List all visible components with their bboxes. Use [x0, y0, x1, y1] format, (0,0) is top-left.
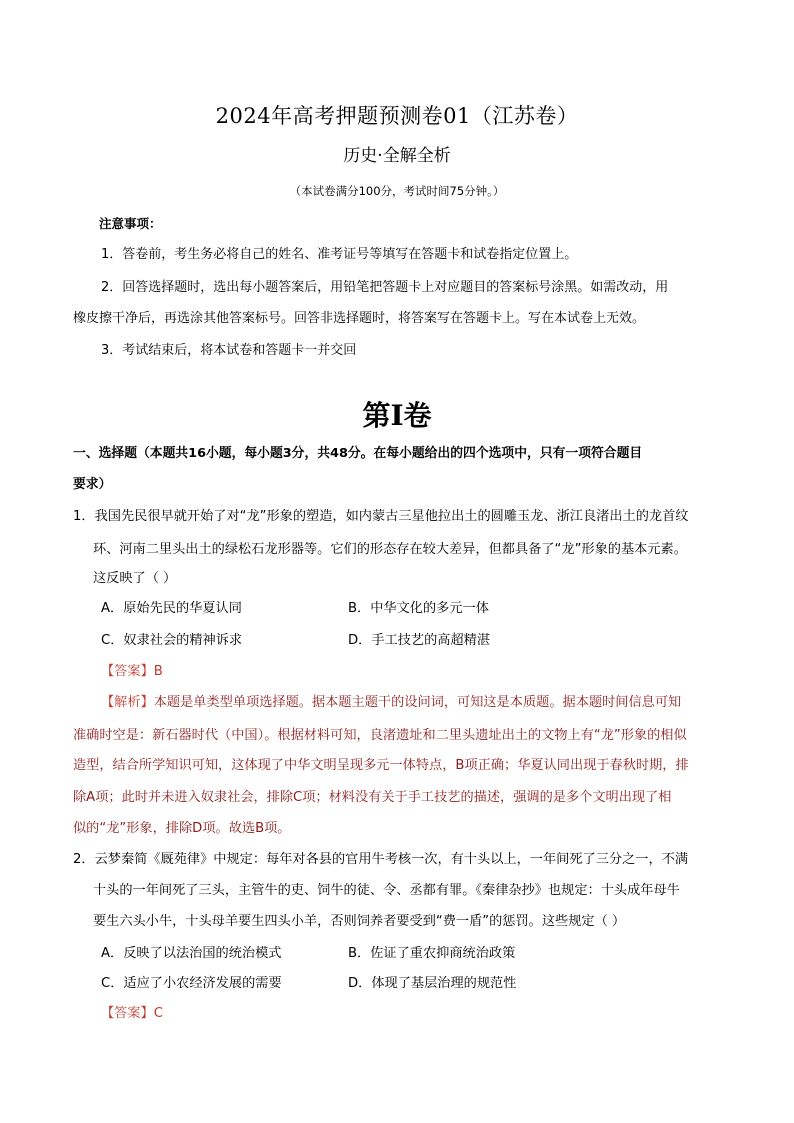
section-heading-cont: 要求） [73, 477, 112, 492]
q1-stem-line: 这反映了（ ） [93, 571, 177, 586]
q2-option-d: D．体现了基层治理的规范性 [348, 976, 517, 991]
notice-heading: 注意事项： [99, 216, 162, 231]
answer-value: B [153, 664, 163, 679]
q1-analysis-line: 除A项；此时并未进入奴隶社会，排除C项；材料没有关于手工技艺的描述，强调的是多个文明出现了相 [73, 790, 672, 805]
notice-item-2: 2．回答选择题时，选出每小题答案后，用铅笔把答题卡上对应题目的答案标号涂黑。如需改动，用 [101, 280, 669, 295]
q1-analysis-line: 似的“龙”形象，排除D项。故选B项。 [73, 821, 291, 836]
volume-heading: 第I卷 [362, 399, 432, 432]
q1-stem-line: 1．我国先民很早就开始了对“龙”形象的塑造，如内蒙古三星他拉出土的圆雕玉龙、浙江良渚出土的龙首纹 [73, 509, 689, 524]
q1-option-a: A．原始先民的华夏认同 [101, 601, 242, 616]
page-subtitle: 历史·全解全析 [343, 146, 451, 166]
q2-option-a: A．反映了以法治国的统治模式 [101, 946, 282, 961]
q1-analysis-line: 造型，结合所学知识可知，这体现了中华文明呈现多元一体特点，B项正确；华夏认同出现于春秋时期，排 [73, 758, 689, 773]
q2-stem-line: 要生六头小牛，十头母羊要生四头小羊，否则饲养者要受到“费一盾”的惩罚。这些规定（ ） [93, 914, 626, 929]
q1-stem-line: 环、河南二里头出土的绿松石龙形器等。它们的形态存在较大差异，但都具备了“龙”形象的基本元素。 [93, 542, 687, 557]
q1-option-d: D．手工技艺的高超精湛 [348, 633, 491, 648]
notice-item-1: 1．答卷前，考生务必将自己的姓名、准考证号等填写在答题卡和试卷指定位置上。 [101, 247, 578, 262]
q2-stem-line: 十头的一年间死了三头，主管牛的吏、饲牛的徒、令、丞都有罪。《秦律杂抄》也规定：十头成年母牛 [93, 883, 680, 898]
q1-answer [101, 661, 163, 683]
q2-answer [101, 1003, 163, 1025]
section-heading: 一、选择题（本题共16小题，每小题3分，共48分。在每小题给出的四个选项中，只有一项符合题目 [73, 446, 643, 461]
score-note: （本试卷满分100分，考试时间75分钟。） [289, 184, 505, 198]
q2-stem-line: 2．云梦秦简《厩苑律》中规定：每年对各县的官用牛考核一次，有十头以上，一年间死了三分之一，不满 [73, 852, 689, 867]
notice-item-3: 3．考试结束后，将本试卷和答题卡一并交回 [101, 343, 357, 358]
q1-analysis-line [101, 692, 681, 714]
q2-option-b: B．佐证了重农抑商统治政策 [348, 946, 516, 961]
analysis-tag: 【解析】 [101, 695, 154, 710]
q2-option-c: C．适应了小农经济发展的需要 [101, 976, 282, 991]
q1-option-b: B．中华文化的多元一体 [348, 601, 489, 616]
page-title: 2024年高考押题预测卷01（江苏卷） [215, 104, 579, 128]
q1-option-c: C．奴隶社会的精神诉求 [101, 633, 243, 648]
notice-item-2-cont: 橡皮擦干净后，再选涂其他答案标号。回答非选择题时，将答案写在答题卡上。写在本试卷上无效。 [73, 311, 646, 326]
answer-tag: 【答案】 [101, 1006, 154, 1021]
answer-tag: 【答案】 [101, 664, 154, 679]
q1-analysis-line: 准确时空是：新石器时代（中国）。根据材料可知，良渚遗址和二里头遗址出土的文物上有“龙”形象的相似 [73, 728, 687, 743]
analysis-text: 本题是单类型单项选择题。据本题主题干的设问词，可知这是本质题。据本题时间信息可知 [153, 695, 682, 710]
answer-value: C [153, 1006, 163, 1021]
